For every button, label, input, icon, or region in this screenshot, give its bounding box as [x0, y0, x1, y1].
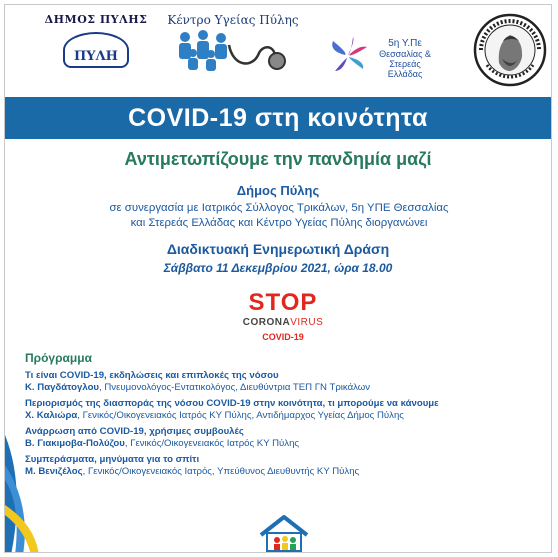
people-stethoscope-icon [163, 27, 303, 83]
kentro-ygeias-logo [163, 13, 303, 87]
iatrikos-syllogos-seal [473, 13, 547, 87]
speaker-role: , Γενικός/Οικογενειακός Ιατρός ΚΥ Πύλης [124, 438, 300, 449]
stop-word [223, 289, 343, 317]
cooperation-line-1: σε συνεργασία με Ιατρικός Σύλλογος Τρικάλων, 5η ΥΠΕ Θεσσαλίας [109, 202, 449, 214]
cooperation-line-2: και Στερεάς Ελλάδας και Κέντρο Υγείας Πύλης διοργανώνει [130, 217, 428, 229]
poster-subtitle: Αντιμετωπίζουμε την πανδημία μαζί [124, 149, 432, 169]
program-speaker [25, 466, 535, 478]
covid19-label: COVID-19 [262, 332, 304, 342]
speaker-name: Κ. Παγδάτογλου [25, 382, 100, 393]
pyli-gate-emblem [63, 32, 129, 68]
virus-text: VIRUS [290, 317, 324, 328]
program-speaker [25, 438, 535, 450]
program-topic: Ανάρρωση από COVID-19, χρήσιμες συμβουλές [25, 426, 244, 437]
speaker-name: Χ. Καλιώρα [25, 410, 78, 421]
cooperation-text [25, 201, 533, 231]
ype-logo [323, 33, 433, 83]
title-band [5, 97, 551, 139]
program-topic: Τι είναι COVID-19, εκδηλώσεις και επιπλοκές της νόσου [25, 370, 279, 381]
program-item [25, 454, 535, 478]
home-care-icon [255, 513, 313, 553]
program-item [25, 426, 535, 450]
ype-label [375, 39, 435, 79]
coronavirus-label [223, 317, 343, 329]
ype-cross-icon [323, 33, 373, 77]
event-title: Διαδικτυακή Ενημερωτική Δράση [166, 241, 390, 257]
speaker-name: Β. Γιακιμοβα-Πολύζου [25, 438, 125, 449]
dimos-pylis-label: ΔΗΜΟΣ ΠΥΛΗΣ [44, 13, 148, 26]
event-date: Σάββατο 11 Δεκεμβρίου 2021, ώρα 18.00 [163, 261, 393, 275]
corona-text: CORONA [242, 317, 291, 328]
speaker-role: , Γενικός/Οικογενειακός Ιατρός ΚΥ Πύλης, Αντιδήμαρχος Υγείας Δήμος Πύλης [77, 410, 404, 421]
speaker-role: , Πνευμονολόγος-Εντατικολόγος, Διευθύντρια ΤΕΠ ΓΝ Τρικάλων [99, 382, 371, 393]
program-topic: Συμπεράσματα, μηνύματα για το σπίτι [25, 454, 200, 465]
ype-line-1: 5η Υ.Πε [388, 38, 422, 49]
program-topic: Περιορισμός της διασποράς της νόσου COVID-19 στην κοινότητα, τι μπορούμε να κάνουμε [25, 398, 439, 409]
program-speaker [25, 382, 535, 394]
kentro-ygeias-label: Κέντρο Υγείας Πύλης [167, 13, 299, 27]
program-item [25, 398, 535, 422]
decorative-ribbon [5, 395, 45, 553]
asklipios-seal-icon [473, 13, 547, 87]
dimos-pylis-logo [41, 13, 151, 83]
pyli-emblem-text: ΠΥΛΗ [74, 49, 118, 64]
speaker-name: Μ. Βενιζέλος [25, 466, 83, 477]
ype-line-2: Θεσσαλίας & [379, 49, 431, 59]
program-section [25, 351, 535, 482]
ype-line-3: Στερεάς Ελλάδας [387, 59, 423, 79]
stop-text: STOP [248, 289, 318, 316]
poster-title: COVID-19 στη κοινότητα [128, 104, 428, 132]
logo-row [5, 5, 551, 95]
stop-coronavirus-badge [223, 289, 343, 351]
speaker-role: , Γενικός/Οικογενειακός Ιατρός, Υπεύθυνος Διευθυντής ΚΥ Πύλης [82, 466, 360, 477]
municipality-name: Δήμος Πύλης [236, 183, 320, 198]
poster [4, 4, 552, 553]
program-item [25, 370, 535, 394]
program-speaker [25, 410, 535, 422]
program-heading: Πρόγραμμα [25, 351, 92, 365]
